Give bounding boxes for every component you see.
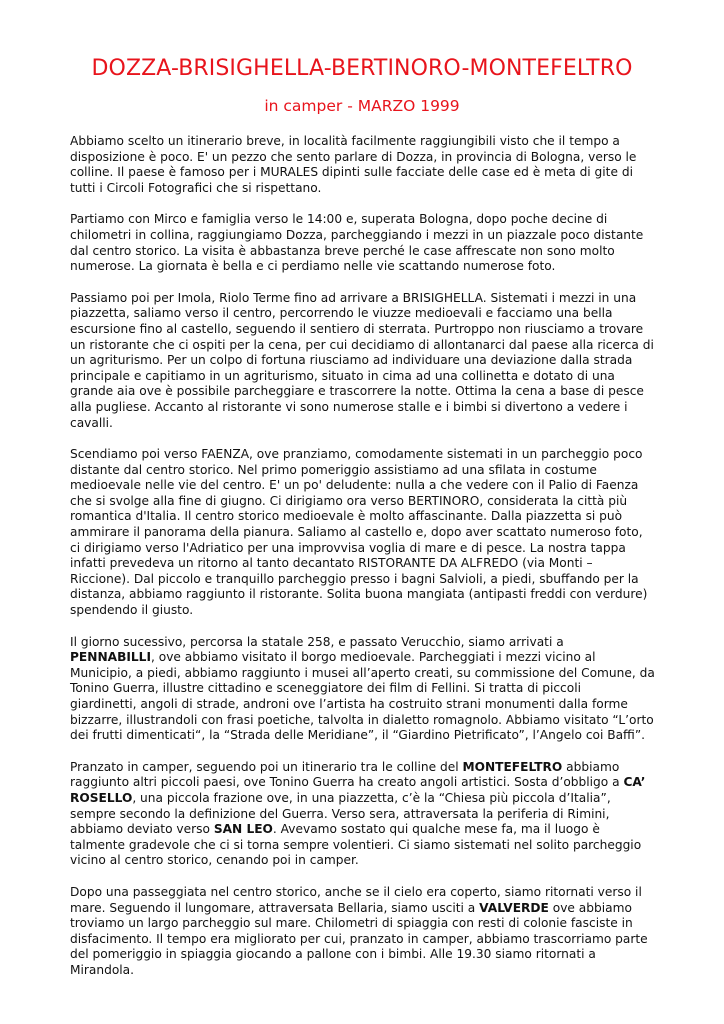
text-segment: vicino al centro storico, cenando poi in camper. <box>70 853 359 868</box>
text-line <box>70 807 660 823</box>
text-line: spendendo il giusto. <box>70 603 194 618</box>
paragraph-brisighella <box>70 291 660 431</box>
text-line: che si svolge alla fine di giugno. Ci dirigiamo ora verso BERTINORO, considerata la città più <box>70 493 628 508</box>
text-line <box>70 838 660 854</box>
bold-place-name: ROSELLO <box>70 790 133 805</box>
text-line: Partiamo con Mirco e famiglia verso le 14:00 e, superata Bologna, dopo poche decine di <box>70 212 608 227</box>
text-line <box>70 635 660 651</box>
text-line: un ristorante che ci ospiti per la cena, per cui decidiamo di allontanarci dal paese alla ricerca di <box>70 337 654 352</box>
text-segment: . Avevamo sostato qui qualche mese fa, ma il luogo è <box>272 822 600 837</box>
text-line: disposizione è poco. E' un pezzo che sento parlare di Dozza, in provincia di Bologna, verso le <box>70 149 637 164</box>
bold-place-name: CA’ <box>623 775 646 790</box>
text-line: un agriturismo. Per un colpo di fortuna riusciamo ad individuare una deviazione dalla strada <box>70 353 633 368</box>
paragraph-faenza-bertinoro <box>70 447 660 619</box>
text-segment: abbiamo deviato verso <box>70 822 214 837</box>
text-segment: dei frutti dimenticati“, la “Strada delle Meridiane”, il “Giardino Pietrificato”, l’Angelo coi Baffi”. <box>70 728 646 743</box>
bold-place-name: VALVERDE <box>479 900 549 915</box>
text-line: romantica d'Italia. Il centro storico medioevale è molto affascinante. Dalla piazzetta si può <box>70 509 623 524</box>
text-line: Riccione). Dal piccolo e tranquillo parcheggio presso i bagni Salvioli, a piedi, sbuffando per la <box>70 571 639 586</box>
text-segment: , ove abbiamo visitato il borgo medioevale. Parcheggiati i mezzi vicino al <box>150 650 596 665</box>
text-line: tutti i Circoli Fotografici che si rispettano. <box>70 180 322 195</box>
text-line <box>70 963 660 979</box>
text-line: chilometri in collina, raggiungiamo Dozza, parcheggiando i mezzi in un piazzale poco distante <box>70 227 644 242</box>
text-line: ammirare il panorama della pianura. Saliamo al castello e, dopo aver scattato numeroso foto, <box>70 525 643 540</box>
text-line: infatti prevedeva un ritorno al tanto decantato RISTORANTE DA ALFREDO (via Monti – <box>70 556 593 571</box>
text-line <box>70 728 660 744</box>
text-line <box>70 681 660 697</box>
text-line: distante dal centro storico. Nel primo pomeriggio assistiamo ad una sfilata in costume <box>70 462 597 477</box>
paragraph-intro <box>70 134 660 196</box>
text-line <box>70 775 660 791</box>
text-line <box>70 947 660 963</box>
text-segment: abbiamo <box>562 759 620 774</box>
text-segment: Pranzato in camper, seguendo poi un itinerario tra le colline del <box>70 759 463 774</box>
text-line: principale e capitiamo in un agriturismo, situato in cima ad una collinetta e dotato di una <box>70 368 615 383</box>
text-segment: del pomeriggio in spiaggia giocando a pallone con i bimbi. Alle 19.30 siamo ritornati a <box>70 947 596 962</box>
text-line: medioevale nelle vie del centro. E' un po' deludente: nulla a che vedere con il Palio di Faenza <box>70 478 639 493</box>
text-segment: raggiunto altri piccoli paesi, ove Tonino Guerra ha creato angoli artistici. Sosta d’obbligo a <box>70 775 624 790</box>
text-line: Scendiamo poi verso FAENZA, ove pranziamo, comodamente sistemati in un parcheggio poco <box>70 447 643 462</box>
text-segment: Dopo una passeggiata nel centro storico, anche se il cielo era coperto, siamo ritornati verso il <box>70 884 642 899</box>
text-line <box>70 853 660 869</box>
text-line: Passiamo poi per Imola, Riolo Terme fino ad arrivare a BRISIGHELLA. Sistemati i mezzi in una <box>70 290 637 305</box>
text-segment: Il giorno sucessivo, percorsa la statale 258, e passato Verucchio, siamo arrivati a <box>70 634 564 649</box>
text-line <box>70 901 660 917</box>
text-segment: disfacimento. Il tempo era migliorato per cui, pranzato in camper, abbiamo trascorriamo parte <box>70 931 648 946</box>
paragraph-valverde <box>70 885 660 979</box>
text-segment: Tonino Guerra, illustre cittadino e sceneggiatore dei film di Fellini. Si tratta di piccoli <box>70 681 581 696</box>
text-segment: , una piccola frazione ove, in una piazzetta, c’è la “Chiesa più piccola d’Italia”, <box>132 790 611 805</box>
text-line: alla pugliese. Accanto al ristorante vi sono numerose stalle e i bimbi si divertono a vedere i <box>70 399 628 414</box>
paragraph-pennabilli <box>70 635 660 744</box>
bold-place-name: SAN LEO <box>213 822 273 837</box>
bold-place-name: MONTEFELTRO <box>462 759 563 774</box>
document-title: DOZZA-BRISIGHELLA-BERTINORO-MONTEFELTRO <box>91 56 633 81</box>
text-line: grande aia ove è possibile parcheggiare e trascorrere la notte. Ottima la cena a base di pesce <box>70 384 644 399</box>
text-line: cavalli. <box>70 415 113 430</box>
text-line <box>70 650 660 666</box>
text-line: numerose. La giornata è bella e ci perdiamo nelle vie scattando numerose foto. <box>70 259 556 274</box>
text-line <box>70 713 660 729</box>
text-line <box>70 932 660 948</box>
text-line: distanza, abbiamo raggiunto il ristorante. Solita buona mangiata (antipasti freddi con verdure) <box>70 587 648 602</box>
text-line <box>70 760 660 776</box>
text-line: piazzetta, saliamo verso il centro, percorrendo le viuzze medioevali e facciamo una bella <box>70 306 613 321</box>
text-line <box>70 822 660 838</box>
text-segment: sempre secondo la definizione del Guerra. Verso sera, attraversata la periferia di Rimini, <box>70 806 610 821</box>
text-segment: troviamo un largo parcheggio sul mare. Chilometri di spiaggia con resti di colonie fasciste in <box>70 916 633 931</box>
text-line: ci dirigiamo verso l'Adriatico per una improvvisa voglia di mare e di pesce. La nostra tappa <box>70 540 626 555</box>
text-line <box>70 666 660 682</box>
text-line <box>70 885 660 901</box>
text-segment: mare. Seguendo il lungomare, attraversata Bellaria, siamo usciti a <box>70 900 480 915</box>
text-line: escursione fino al castello, seguendo il sentiero di sterrata. Purtroppo non riusciamo a trovare <box>70 321 644 336</box>
text-segment: talmente gradevole che ci si torna sempre volentieri. Ci siamo sistemati nel solito parcheggio <box>70 837 642 852</box>
text-segment: Municipio, a piedi, abbiamo raggiunto i musei all’aperto creati, su commissione del Comune, da <box>70 665 655 680</box>
text-segment: ove abbiamo <box>548 900 632 915</box>
paragraph-dozza <box>70 212 660 274</box>
document-subtitle: in camper - MARZO 1999 <box>264 97 460 115</box>
text-line <box>70 791 660 807</box>
document-body <box>70 134 660 995</box>
paragraph-montefeltro <box>70 760 660 869</box>
text-line: dal centro storico. La visita è abbastanza breve perché le case affrescate non sono molto <box>70 243 615 258</box>
text-segment: Mirandola. <box>70 962 135 977</box>
text-line <box>70 916 660 932</box>
text-segment: bizzarre, illustrandoli con frasi poetiche, talvolta in dialetto romagnolo. Abbiamo visitato “L’orto <box>70 712 654 727</box>
text-line: Abbiamo scelto un itinerario breve, in località facilmente raggiungibili visto che il tempo a <box>70 134 620 148</box>
text-line <box>70 697 660 713</box>
text-segment: giardinetti, angoli di strade, androni ove l’artista ha costruito strani monumenti dalla forme <box>70 697 628 711</box>
bold-place-name: PENNABILLI <box>70 650 151 665</box>
text-line: colline. Il paese è famoso per i MURALES dipinti sulle facciate delle case ed è meta di gite di <box>70 165 633 180</box>
